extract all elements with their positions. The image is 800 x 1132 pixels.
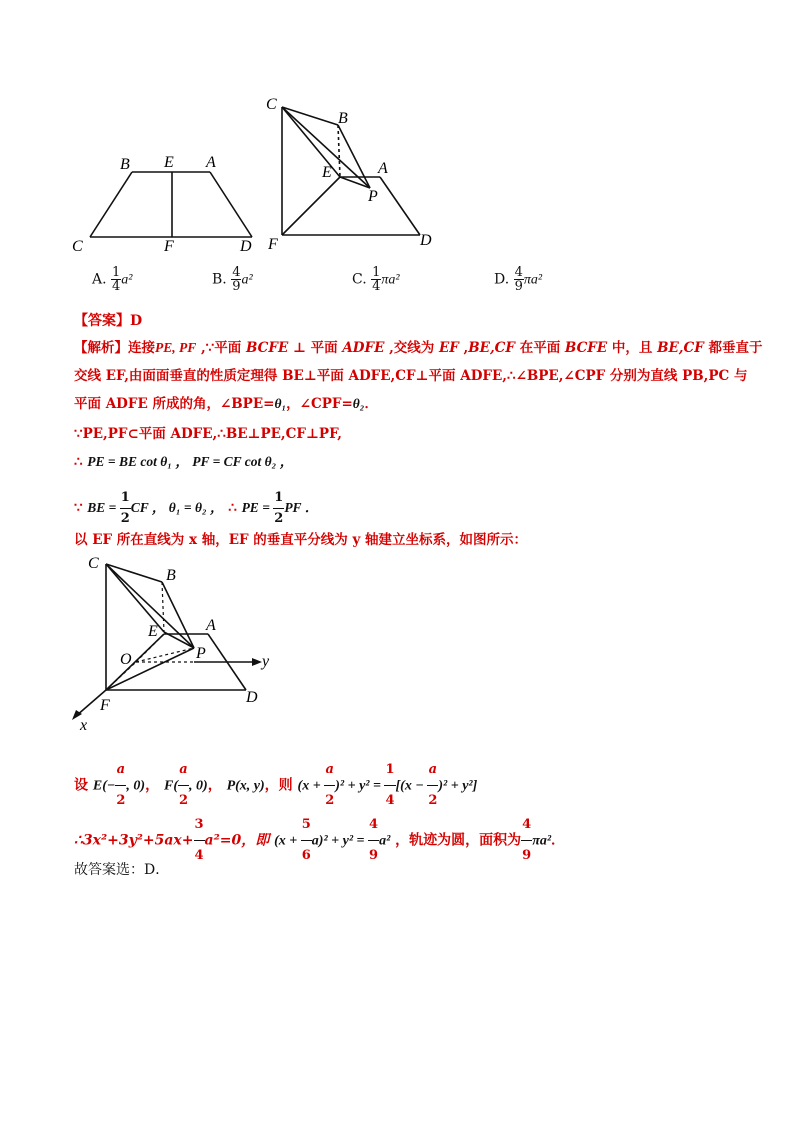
analysis-line-3: 平面 ADFE 所成的角，∠BPE=θ₁，∠CPF=θ₂． [74,396,378,412]
analysis-line-2: 交线 EF,由面面垂直的性质定理得 BE⊥平面 ADFE,CF⊥平面 ADFE,∴∠BPE,∠CPF 分别为直线 PB,PC 与 [74,368,748,384]
analysis-line-6: ∵ BE = $\frac{1}{2}$ CF ， θ₁ = θ₂ ， ∴ PE = $\frac{1}{2}$ PF ． [74,490,319,526]
label-E: E [164,154,174,171]
figure-coordinate [66,552,286,732]
option-a-fraction: $\frac{1}{4}$ [112,265,121,294]
option-a: A. $\frac{1}{4}$ a² [92,265,133,294]
final-answer-line: 故答案选：D． [74,862,170,878]
option-d: D. $\frac{4}{9}$ πa² [494,265,543,294]
label-E: E [148,623,158,640]
label-y: y [262,653,270,670]
option-c: C. $\frac{1}{4}$ πa² [352,265,400,294]
label-C: C [88,555,99,572]
label-P: P [368,188,378,205]
label-B: B [166,567,176,584]
label-F: F [100,697,110,714]
analysis-line-1: 【解析】连接PE, PF ,∵平面 BCFE ⊥ 平面 ADFE ,交线为 EF ,BE,CF 在平面 BCFE 中，且 BE,CF 都垂直于 [74,340,763,356]
analysis-line-4: ∵PE,PF⊂平面 ADFE,∴BE⊥PE,CF⊥PF, [74,426,342,442]
label-P: P [196,645,206,662]
label-C: C [266,96,277,113]
label-A: A [378,160,388,177]
figure-trapezoid [60,145,270,260]
analysis-line-7: 以 EF 所在直线为 x 轴，EF 的垂直平分线为 y 轴建立坐标系，如图所示： [74,532,528,548]
figure-folded [262,95,452,255]
analysis-line-9: ∴3x²+3y²+5ax+ $\frac{3}{4}$ a²=0，即 (x + $\frac{5}{6}$ a)² + y² = $\frac{4}{9}$ a² ，轨迹为圆，面积为 $\frac{4}{9}$ πa²． [74,810,565,871]
label-B: B [338,110,348,127]
label-F: F [268,236,278,253]
label-F: F [164,238,174,255]
option-b-fraction: $\frac{4}{9}$ [232,265,241,294]
option-b: B. $\frac{4}{9}$ a² [212,265,253,294]
label-D: D [240,238,252,255]
analysis-line-5: ∴ PE = BE cot θ₁ ， PF = CF cot θ₂ ， [74,454,294,470]
answer-line: 【答案】D [74,313,143,329]
label-C: C [72,238,83,255]
label-E: E [322,164,332,181]
label-D: D [246,689,258,706]
label-D: D [420,232,432,249]
label-A: A [206,617,216,634]
label-B: B [120,156,130,173]
label-A: A [206,154,216,171]
analysis-line-8: 设 E(− $\frac{a}{2}$ , 0)， F( $\frac{a}{2}$ , 0)， P(x, y)，则 (x + $\frac{a}{2}$ )² + y² = $\frac{1}{4}$ [(x − $\frac{a}{2}$ )² + y²] [74,755,477,816]
option-d-fraction: $\frac{4}{9}$ [514,265,523,294]
option-c-fraction: $\frac{1}{4}$ [372,265,381,294]
label-O: O [120,651,132,668]
label-x: x [80,717,88,732]
